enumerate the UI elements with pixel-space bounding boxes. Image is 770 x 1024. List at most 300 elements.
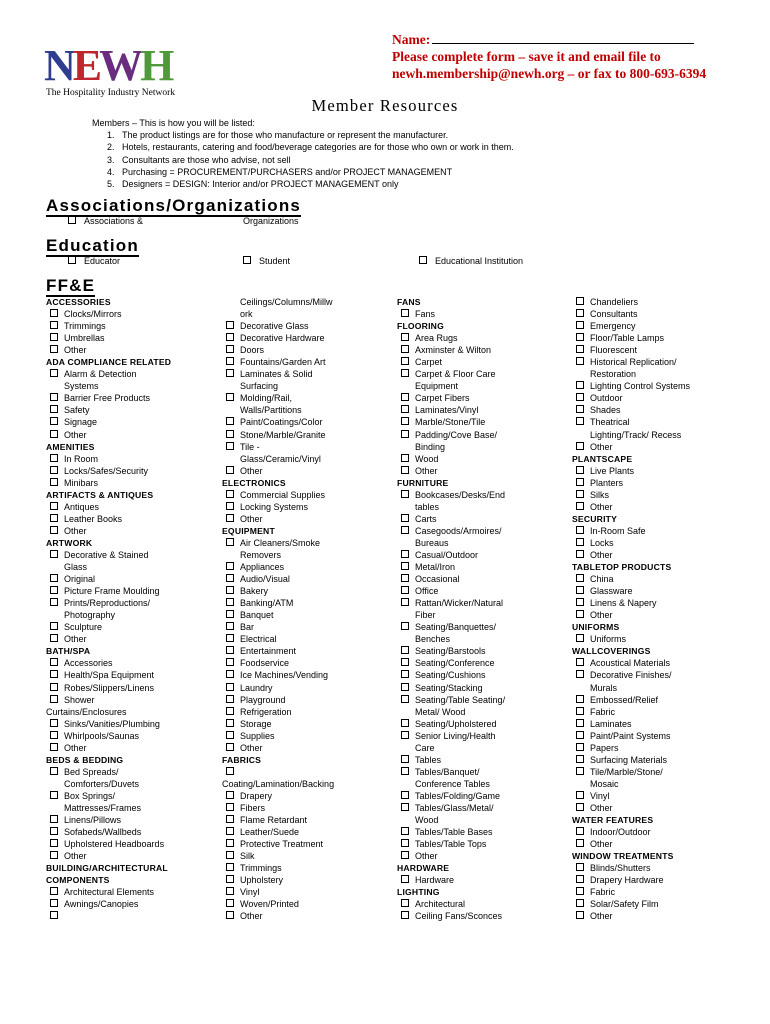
checkbox-item[interactable] — [46, 886, 231, 898]
associations-option[interactable]: Associations & — [68, 215, 143, 227]
checkbox-item[interactable] — [397, 549, 567, 561]
checkbox[interactable] — [401, 791, 409, 799]
checkbox-item[interactable] — [46, 742, 231, 754]
checkbox[interactable] — [401, 851, 409, 859]
checkbox[interactable] — [50, 791, 58, 799]
checkbox[interactable] — [226, 490, 234, 498]
checkbox[interactable] — [50, 321, 58, 329]
checkbox-item[interactable] — [222, 669, 392, 681]
checkbox[interactable] — [401, 827, 409, 835]
checkbox[interactable] — [401, 899, 409, 907]
checkbox-item[interactable] — [572, 597, 742, 609]
checkbox-item[interactable] — [46, 513, 231, 525]
checkbox[interactable] — [50, 369, 58, 377]
checkbox-item[interactable] — [46, 682, 231, 694]
checkbox[interactable] — [226, 815, 234, 823]
checkbox-item[interactable] — [222, 489, 392, 501]
checkbox-item[interactable] — [572, 332, 742, 344]
checkbox[interactable] — [226, 430, 234, 438]
checkbox[interactable] — [226, 875, 234, 883]
checkbox-item[interactable] — [572, 898, 742, 910]
checkbox-item[interactable] — [572, 633, 742, 645]
checkbox-item[interactable] — [46, 597, 231, 609]
checkbox-item[interactable] — [46, 429, 231, 441]
checkbox[interactable] — [401, 466, 409, 474]
checkbox-item[interactable] — [572, 416, 742, 428]
checkbox[interactable] — [576, 502, 584, 510]
checkbox[interactable] — [226, 574, 234, 582]
checkbox-item[interactable] — [222, 766, 392, 778]
checkbox-item[interactable] — [46, 573, 231, 585]
checkbox[interactable] — [50, 827, 58, 835]
checkbox-item[interactable] — [397, 308, 567, 320]
checkbox-item[interactable] — [222, 320, 392, 332]
checkbox[interactable] — [226, 911, 234, 919]
checkbox-item[interactable] — [46, 826, 231, 838]
checkbox[interactable] — [226, 417, 234, 425]
checkbox-item[interactable] — [46, 694, 231, 706]
checkbox-item[interactable] — [46, 621, 231, 633]
checkbox-item[interactable] — [222, 513, 392, 525]
checkbox[interactable] — [401, 405, 409, 413]
checkbox-item[interactable] — [572, 802, 742, 814]
checkbox[interactable] — [401, 755, 409, 763]
checkbox[interactable] — [50, 333, 58, 341]
checkbox-item[interactable] — [397, 669, 567, 681]
checkbox-item[interactable] — [46, 501, 231, 513]
checkbox[interactable] — [50, 695, 58, 703]
checkbox[interactable] — [50, 309, 58, 317]
checkbox-item[interactable] — [46, 850, 231, 862]
checkbox-item[interactable] — [572, 826, 742, 838]
checkbox-item[interactable] — [46, 368, 231, 380]
checkbox[interactable] — [226, 369, 234, 377]
checkbox-item[interactable] — [572, 392, 742, 404]
checkbox[interactable] — [68, 256, 76, 264]
checkbox-item[interactable] — [222, 850, 392, 862]
checkbox-item[interactable] — [46, 838, 231, 850]
checkbox-item[interactable] — [572, 477, 742, 489]
checkbox-item[interactable] — [222, 657, 392, 669]
checkbox[interactable] — [50, 634, 58, 642]
checkbox[interactable] — [50, 430, 58, 438]
checkbox-item[interactable] — [572, 669, 742, 681]
checkbox-item[interactable] — [222, 561, 392, 573]
checkbox-item[interactable] — [397, 404, 567, 416]
checkbox[interactable] — [50, 345, 58, 353]
checkbox[interactable] — [226, 683, 234, 691]
checkbox[interactable] — [576, 743, 584, 751]
checkbox[interactable] — [226, 357, 234, 365]
checkbox-item[interactable] — [222, 392, 392, 404]
checkbox-item[interactable] — [46, 404, 231, 416]
checkbox-item[interactable] — [222, 537, 392, 549]
checkbox-item[interactable] — [222, 465, 392, 477]
checkbox[interactable] — [226, 887, 234, 895]
checkbox[interactable] — [226, 791, 234, 799]
checkbox[interactable] — [576, 333, 584, 341]
checkbox-item[interactable] — [572, 657, 742, 669]
checkbox-item[interactable] — [397, 694, 567, 706]
checkbox[interactable] — [401, 731, 409, 739]
checkbox-item[interactable] — [397, 898, 567, 910]
checkbox-item[interactable] — [222, 633, 392, 645]
checkbox[interactable] — [576, 670, 584, 678]
checkbox[interactable] — [576, 381, 584, 389]
checkbox-item[interactable] — [46, 766, 231, 778]
checkbox[interactable] — [576, 538, 584, 546]
checkbox-item[interactable] — [397, 826, 567, 838]
checkbox[interactable] — [576, 309, 584, 317]
checkbox[interactable] — [576, 393, 584, 401]
checkbox[interactable] — [576, 586, 584, 594]
checkbox[interactable] — [50, 622, 58, 630]
checkbox[interactable] — [50, 526, 58, 534]
checkbox[interactable] — [419, 256, 427, 264]
checkbox[interactable] — [50, 574, 58, 582]
checkbox-item[interactable] — [46, 477, 231, 489]
checkbox-item[interactable] — [46, 814, 231, 826]
checkbox[interactable] — [226, 393, 234, 401]
checkbox[interactable] — [401, 333, 409, 341]
checkbox-item[interactable] — [397, 682, 567, 694]
checkbox[interactable] — [50, 719, 58, 727]
checkbox[interactable] — [401, 839, 409, 847]
checkbox[interactable] — [576, 466, 584, 474]
checkbox-item[interactable] — [222, 730, 392, 742]
checkbox-item[interactable] — [572, 609, 742, 621]
checkbox-item[interactable] — [222, 862, 392, 874]
checkbox-item[interactable] — [222, 910, 392, 922]
checkbox-item[interactable] — [572, 874, 742, 886]
checkbox[interactable] — [576, 490, 584, 498]
checkbox[interactable] — [226, 839, 234, 847]
checkbox[interactable] — [576, 634, 584, 642]
checkbox[interactable] — [401, 658, 409, 666]
checkbox-item[interactable] — [397, 766, 567, 778]
checkbox-item[interactable] — [572, 910, 742, 922]
checkbox-item[interactable] — [222, 742, 392, 754]
checkbox-item[interactable] — [397, 585, 567, 597]
checkbox[interactable] — [226, 333, 234, 341]
checkbox[interactable] — [50, 887, 58, 895]
checkbox-item[interactable] — [222, 585, 392, 597]
checkbox-item[interactable] — [572, 730, 742, 742]
checkbox-item[interactable] — [222, 332, 392, 344]
checkbox-item[interactable] — [46, 320, 231, 332]
checkbox-item[interactable] — [572, 742, 742, 754]
checkbox[interactable] — [50, 815, 58, 823]
checkbox-item[interactable] — [46, 910, 231, 922]
checkbox-item[interactable] — [222, 344, 392, 356]
checkbox-item[interactable] — [222, 368, 392, 380]
checkbox-item[interactable] — [572, 790, 742, 802]
checkbox[interactable] — [401, 803, 409, 811]
checkbox[interactable] — [226, 586, 234, 594]
checkbox[interactable] — [226, 743, 234, 751]
checkbox[interactable] — [576, 297, 584, 305]
checkbox-item[interactable] — [46, 898, 231, 910]
checkbox-item[interactable] — [397, 790, 567, 802]
checkbox-item[interactable] — [397, 416, 567, 428]
checkbox[interactable] — [401, 586, 409, 594]
checkbox-item[interactable] — [46, 332, 231, 344]
checkbox[interactable] — [576, 875, 584, 883]
checkbox[interactable] — [401, 309, 409, 317]
checkbox-item[interactable] — [222, 645, 392, 657]
checkbox-item[interactable] — [397, 489, 567, 501]
checkbox-item[interactable] — [222, 609, 392, 621]
checkbox[interactable] — [401, 767, 409, 775]
checkbox-item[interactable] — [572, 754, 742, 766]
checkbox[interactable] — [50, 454, 58, 462]
checkbox[interactable] — [576, 321, 584, 329]
checkbox[interactable] — [226, 851, 234, 859]
checkbox-item[interactable] — [222, 573, 392, 585]
checkbox-item[interactable] — [572, 465, 742, 477]
checkbox-item[interactable] — [572, 862, 742, 874]
checkbox[interactable] — [401, 911, 409, 919]
checkbox[interactable] — [226, 502, 234, 510]
checkbox[interactable] — [576, 863, 584, 871]
checkbox-item[interactable] — [46, 392, 231, 404]
checkbox-item[interactable] — [46, 416, 231, 428]
checkbox-item[interactable] — [397, 850, 567, 862]
checkbox[interactable] — [50, 598, 58, 606]
checkbox[interactable] — [50, 405, 58, 413]
checkbox[interactable] — [401, 598, 409, 606]
student-option[interactable]: Student — [243, 255, 290, 267]
checkbox[interactable] — [68, 216, 76, 224]
checkbox-item[interactable] — [397, 718, 567, 730]
checkbox-item[interactable] — [46, 669, 231, 681]
checkbox[interactable] — [50, 550, 58, 558]
checkbox-item[interactable] — [222, 886, 392, 898]
checkbox[interactable] — [401, 454, 409, 462]
checkbox-item[interactable] — [397, 513, 567, 525]
checkbox-item[interactable] — [222, 429, 392, 441]
checkbox[interactable] — [226, 695, 234, 703]
checkbox-item[interactable] — [46, 585, 231, 597]
checkbox[interactable] — [401, 550, 409, 558]
checkbox-item[interactable] — [222, 874, 392, 886]
checkbox-item[interactable] — [222, 706, 392, 718]
checkbox[interactable] — [226, 646, 234, 654]
checkbox-item[interactable] — [46, 790, 231, 802]
checkbox[interactable] — [576, 731, 584, 739]
checkbox-item[interactable] — [397, 597, 567, 609]
checkbox[interactable] — [576, 610, 584, 618]
checkbox-item[interactable] — [222, 416, 392, 428]
checkbox-item[interactable] — [46, 308, 231, 320]
checkbox[interactable] — [576, 550, 584, 558]
checkbox[interactable] — [226, 538, 234, 546]
checkbox[interactable] — [226, 466, 234, 474]
checkbox[interactable] — [576, 478, 584, 486]
checkbox[interactable] — [401, 514, 409, 522]
checkbox-item[interactable] — [572, 501, 742, 513]
checkbox-item[interactable] — [397, 525, 567, 537]
checkbox-item[interactable] — [397, 621, 567, 633]
checkbox-item[interactable] — [46, 453, 231, 465]
checkbox[interactable] — [50, 466, 58, 474]
checkbox-item[interactable] — [222, 802, 392, 814]
checkbox[interactable] — [576, 574, 584, 582]
checkbox[interactable] — [401, 670, 409, 678]
checkbox[interactable] — [50, 417, 58, 425]
checkbox-item[interactable] — [397, 429, 567, 441]
checkbox-item[interactable] — [397, 874, 567, 886]
checkbox-item[interactable] — [397, 332, 567, 344]
checkbox-item[interactable] — [397, 910, 567, 922]
checkbox[interactable] — [576, 791, 584, 799]
checkbox[interactable] — [50, 899, 58, 907]
checkbox-item[interactable] — [572, 585, 742, 597]
checkbox-item[interactable] — [222, 838, 392, 850]
checkbox[interactable] — [401, 357, 409, 365]
checkbox[interactable] — [50, 658, 58, 666]
checkbox[interactable] — [576, 803, 584, 811]
checkbox-item[interactable] — [572, 694, 742, 706]
checkbox-item[interactable] — [572, 718, 742, 730]
checkbox[interactable] — [401, 345, 409, 353]
checkbox-item[interactable] — [46, 525, 231, 537]
checkbox-item[interactable] — [572, 296, 742, 308]
checkbox[interactable] — [401, 646, 409, 654]
checkbox[interactable] — [576, 887, 584, 895]
checkbox-item[interactable] — [222, 356, 392, 368]
checkbox-item[interactable] — [397, 573, 567, 585]
checkbox-item[interactable] — [397, 838, 567, 850]
checkbox[interactable] — [50, 851, 58, 859]
checkbox[interactable] — [401, 417, 409, 425]
checkbox[interactable] — [50, 731, 58, 739]
checkbox-item[interactable] — [397, 645, 567, 657]
checkbox[interactable] — [401, 683, 409, 691]
checkbox[interactable] — [226, 863, 234, 871]
checkbox[interactable] — [576, 417, 584, 425]
checkbox[interactable] — [401, 622, 409, 630]
checkbox-item[interactable] — [572, 766, 742, 778]
checkbox[interactable] — [226, 442, 234, 450]
checkbox-item[interactable] — [222, 682, 392, 694]
checkbox[interactable] — [576, 755, 584, 763]
checkbox[interactable] — [401, 393, 409, 401]
checkbox-item[interactable] — [397, 465, 567, 477]
checkbox-item[interactable] — [222, 597, 392, 609]
checkbox-item[interactable] — [46, 633, 231, 645]
checkbox-item[interactable] — [397, 392, 567, 404]
checkbox[interactable] — [226, 670, 234, 678]
checkbox[interactable] — [576, 526, 584, 534]
checkbox-item[interactable] — [397, 730, 567, 742]
checkbox[interactable] — [243, 256, 251, 264]
checkbox-item[interactable] — [572, 320, 742, 332]
checkbox[interactable] — [226, 610, 234, 618]
checkbox[interactable] — [401, 526, 409, 534]
checkbox-item[interactable] — [572, 489, 742, 501]
checkbox-item[interactable] — [572, 404, 742, 416]
checkbox[interactable] — [226, 767, 234, 775]
checkbox-item[interactable] — [572, 441, 742, 453]
checkbox-item[interactable] — [222, 718, 392, 730]
checkbox[interactable] — [226, 803, 234, 811]
checkbox[interactable] — [226, 345, 234, 353]
educational-institution-option[interactable]: Educational Institution — [419, 255, 523, 267]
checkbox[interactable] — [401, 490, 409, 498]
checkbox-item[interactable] — [397, 356, 567, 368]
checkbox-item[interactable] — [222, 694, 392, 706]
checkbox[interactable] — [401, 369, 409, 377]
educator-option[interactable]: Educator — [68, 255, 120, 267]
checkbox-item[interactable] — [572, 886, 742, 898]
name-field[interactable] — [432, 30, 694, 44]
checkbox[interactable] — [50, 502, 58, 510]
checkbox[interactable] — [576, 405, 584, 413]
checkbox-item[interactable] — [572, 308, 742, 320]
checkbox[interactable] — [576, 839, 584, 847]
checkbox[interactable] — [401, 574, 409, 582]
checkbox-item[interactable] — [397, 453, 567, 465]
checkbox-item[interactable] — [46, 730, 231, 742]
checkbox-item[interactable] — [397, 802, 567, 814]
checkbox-item[interactable] — [572, 356, 742, 368]
checkbox[interactable] — [226, 658, 234, 666]
checkbox[interactable] — [576, 827, 584, 835]
checkbox[interactable] — [50, 743, 58, 751]
checkbox-item[interactable] — [46, 718, 231, 730]
checkbox[interactable] — [576, 911, 584, 919]
checkbox[interactable] — [226, 827, 234, 835]
checkbox[interactable] — [401, 430, 409, 438]
checkbox[interactable] — [50, 683, 58, 691]
checkbox-item[interactable] — [397, 657, 567, 669]
checkbox[interactable] — [401, 562, 409, 570]
checkbox-item[interactable] — [397, 368, 567, 380]
checkbox[interactable] — [576, 598, 584, 606]
checkbox-item[interactable] — [222, 898, 392, 910]
checkbox[interactable] — [226, 899, 234, 907]
checkbox[interactable] — [576, 442, 584, 450]
checkbox[interactable] — [401, 719, 409, 727]
checkbox-item[interactable] — [572, 838, 742, 850]
checkbox-item[interactable] — [572, 344, 742, 356]
checkbox[interactable] — [576, 658, 584, 666]
checkbox-item[interactable] — [572, 525, 742, 537]
checkbox[interactable] — [50, 670, 58, 678]
checkbox-item[interactable] — [572, 706, 742, 718]
checkbox-item[interactable] — [222, 790, 392, 802]
checkbox[interactable] — [226, 598, 234, 606]
checkbox-item[interactable] — [572, 380, 742, 392]
checkbox[interactable] — [50, 514, 58, 522]
checkbox-item[interactable] — [572, 537, 742, 549]
checkbox-item[interactable] — [222, 501, 392, 513]
checkbox[interactable] — [50, 478, 58, 486]
checkbox[interactable] — [50, 839, 58, 847]
checkbox-item[interactable] — [46, 344, 231, 356]
checkbox[interactable] — [576, 767, 584, 775]
checkbox[interactable] — [226, 321, 234, 329]
checkbox-item[interactable] — [572, 549, 742, 561]
checkbox-item[interactable] — [46, 549, 231, 561]
checkbox[interactable] — [50, 586, 58, 594]
checkbox-item[interactable] — [397, 561, 567, 573]
checkbox-item[interactable] — [222, 826, 392, 838]
checkbox[interactable] — [226, 731, 234, 739]
checkbox[interactable] — [226, 719, 234, 727]
checkbox-item[interactable] — [46, 657, 231, 669]
